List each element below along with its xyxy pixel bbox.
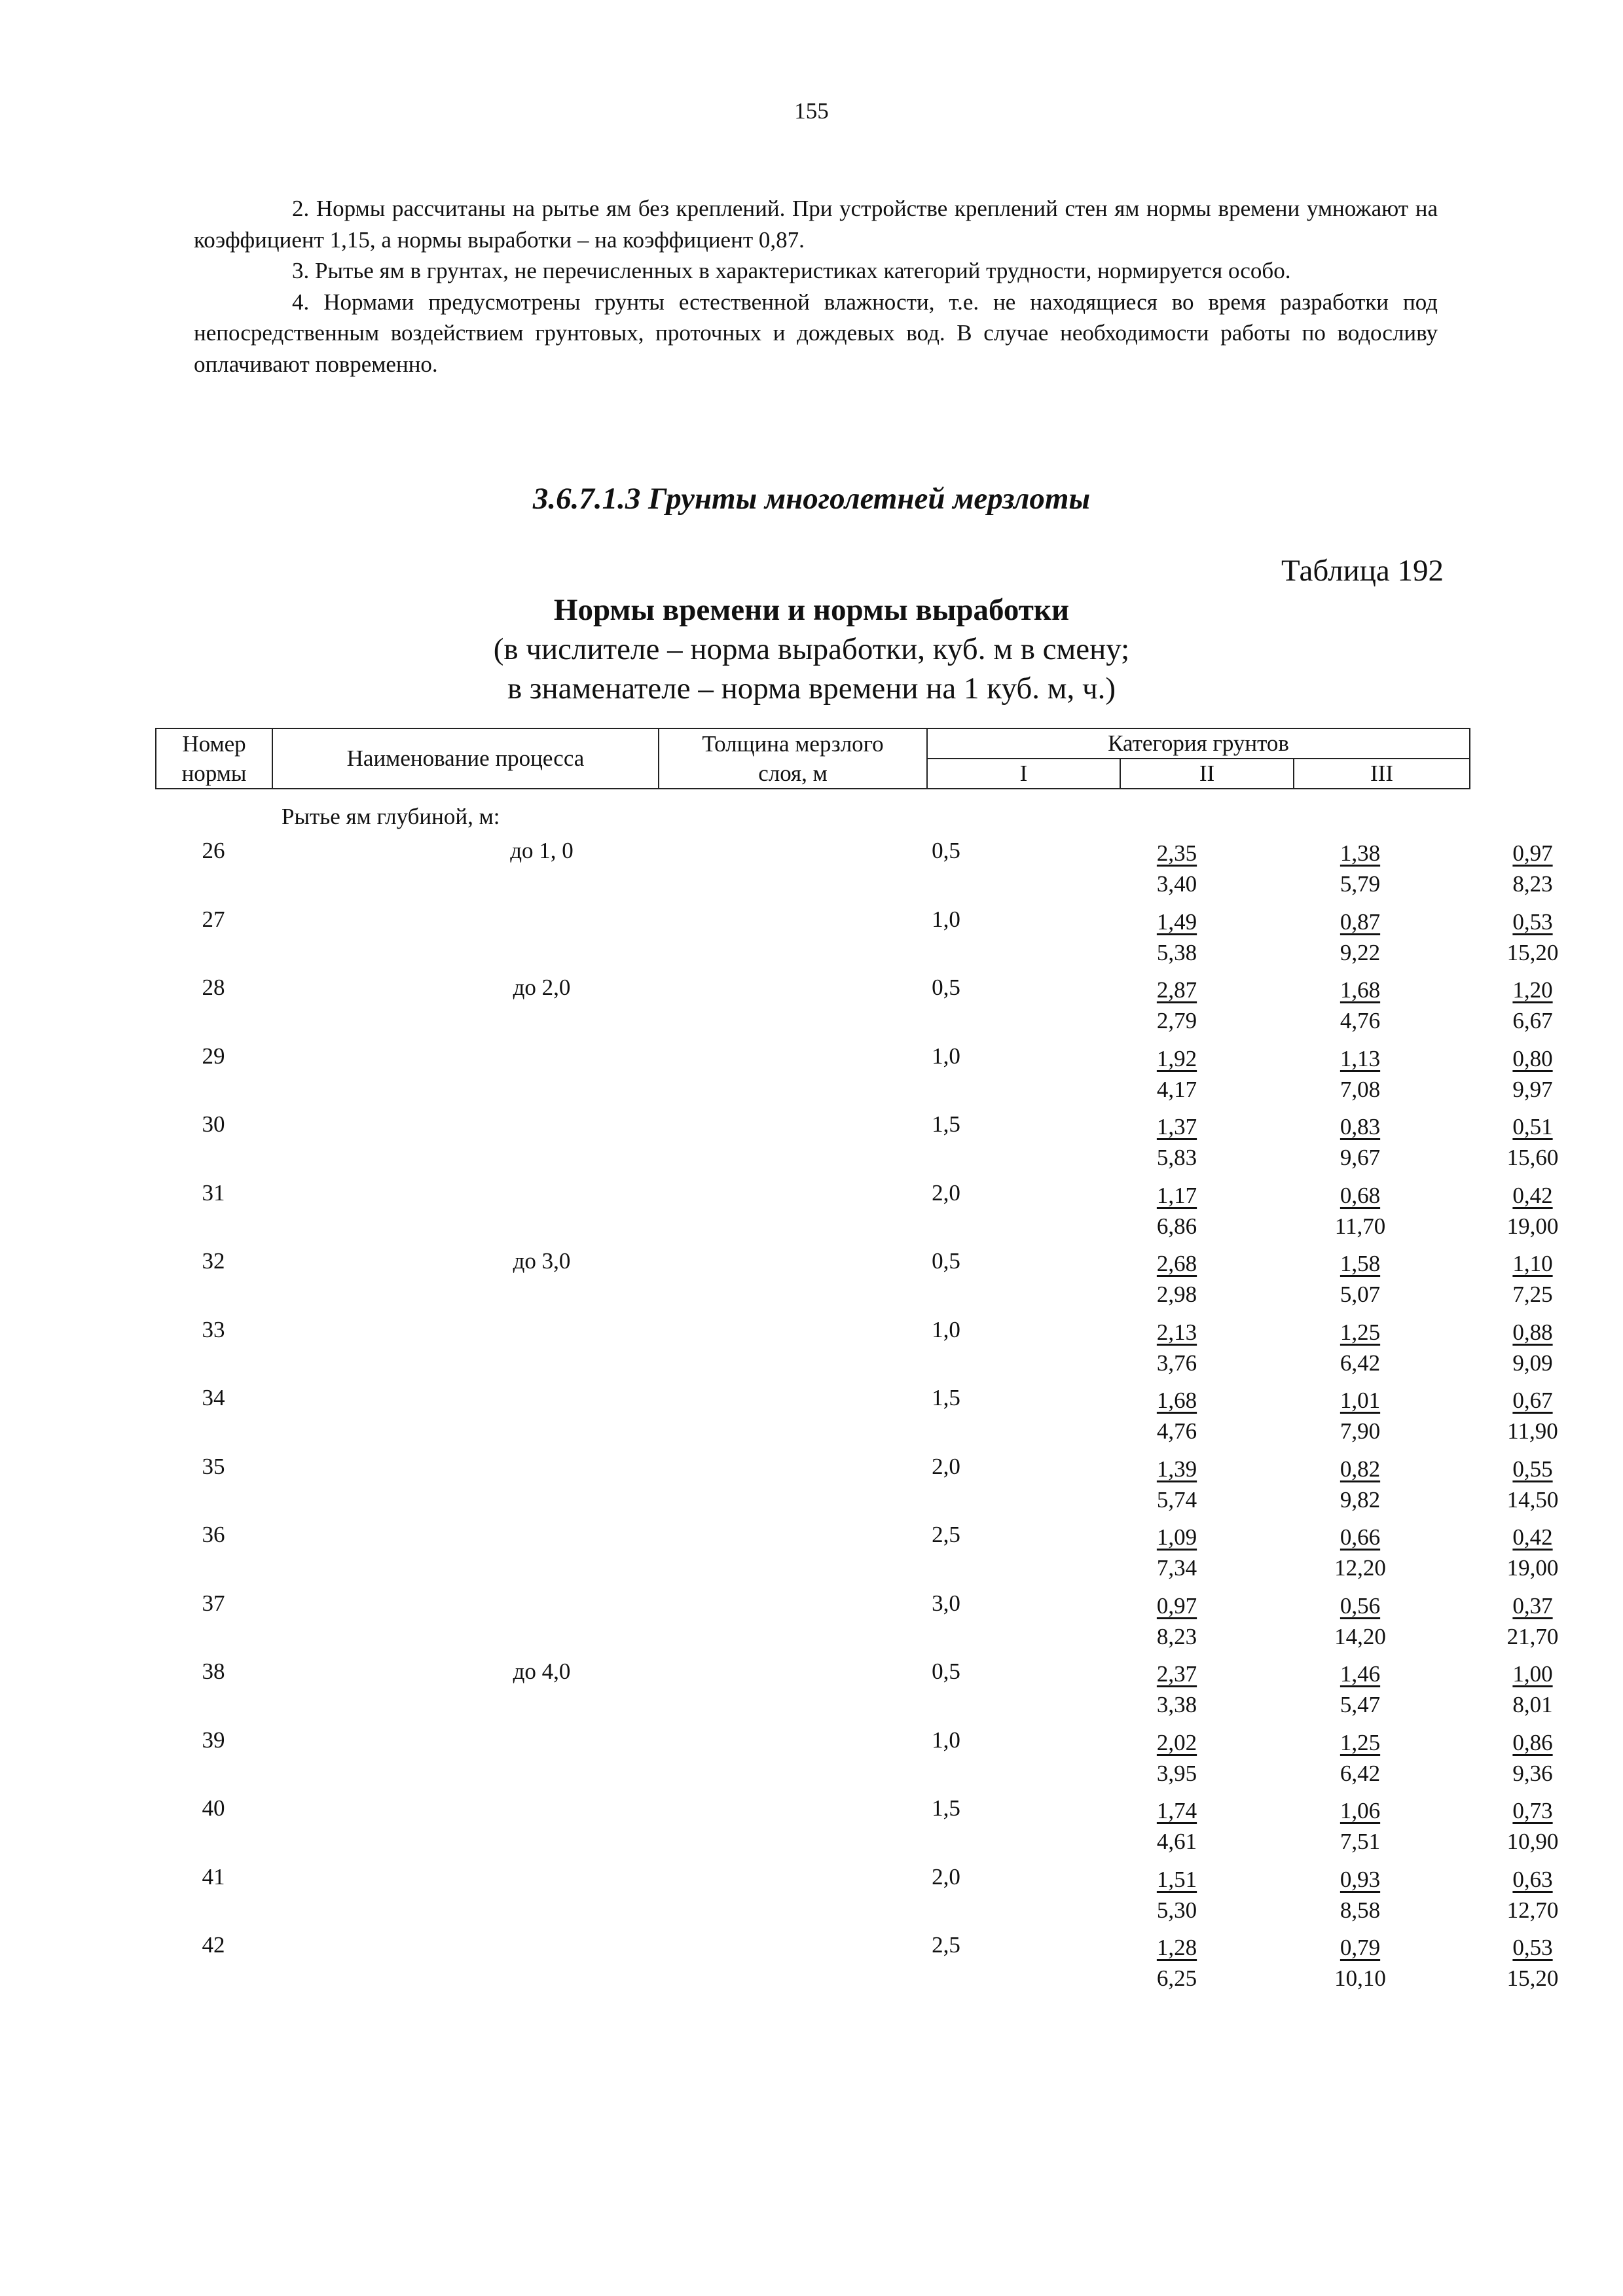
table-row [155,1111,1559,1177]
output-norm: 2,35 [1156,840,1197,866]
table-row [155,1727,1553,1793]
norm-number: 41 [202,1863,225,1890]
time-norm: 12,70 [1506,1897,1559,1923]
table-subtitle-1: (в числителе – норма выработки, куб. м в смену; [493,632,1130,666]
time-norm: 3,40 [1156,871,1197,897]
category-I-value [1080,1180,1273,1242]
norm-number: 38 [202,1659,225,1684]
table-row [155,1453,1559,1519]
output-norm: 1,39 [1156,1456,1197,1482]
thickness-value: 1,0 [932,1727,960,1753]
time-norm: 11,70 [1334,1213,1386,1239]
norm-number: 39 [202,1727,225,1753]
depth-label: до 1, 0 [510,838,574,863]
output-norm: 0,87 [1340,908,1381,935]
category-I-value [1080,1248,1273,1310]
thickness-value: 2,5 [932,1932,960,1958]
table-subtitle-2: в знаменателе – норма времени на 1 куб. м, ч.) [507,672,1116,706]
category-III-value [1447,1795,1618,1857]
output-norm: 1,20 [1512,977,1553,1003]
output-norm: 0,42 [1512,1182,1553,1208]
time-norm: 2,79 [1156,1008,1197,1033]
time-norm: 5,30 [1156,1897,1197,1923]
category-II-value [1273,1727,1447,1789]
output-norm: 1,68 [1340,977,1381,1003]
depth-label: до 2,0 [513,975,571,1000]
thickness-value: 2,0 [932,1453,960,1479]
time-norm: 9,09 [1512,1350,1553,1376]
time-norm: 2,98 [1156,1282,1197,1307]
output-norm: 1,37 [1156,1114,1197,1139]
output-norm: 1,10 [1512,1251,1553,1276]
thickness-value: 0,5 [932,1248,960,1274]
norm-number: 29 [202,1043,225,1069]
table-row [155,1659,1553,1724]
category-III-value [1447,1248,1618,1310]
output-norm: 0,88 [1512,1319,1553,1345]
table-row [155,1932,1559,1998]
norm-number: 30 [202,1111,225,1137]
output-norm: 0,53 [1512,908,1553,935]
time-norm: 3,95 [1156,1760,1197,1786]
category-I-value [1080,1043,1273,1105]
output-norm: 1,01 [1340,1388,1381,1413]
thickness-value: 0,5 [932,975,960,1000]
time-norm: 4,17 [1156,1076,1197,1102]
time-norm: 21,70 [1506,1623,1559,1649]
norm-number: 32 [202,1248,225,1274]
time-norm: 14,20 [1334,1623,1386,1649]
category-II-value [1273,838,1447,899]
header-category: Категория грунтов [927,728,1470,759]
note-3: 3. Рытье ям в грунтах, не перечисленных в характеристиках категорий трудности, нормируется особо. [292,258,1291,283]
time-norm: 11,90 [1507,1418,1558,1444]
category-III-value [1447,838,1618,899]
output-norm: 1,17 [1156,1182,1197,1208]
output-norm: 0,97 [1512,840,1553,866]
thickness-value: 1,0 [932,906,960,932]
notes [194,193,1438,380]
output-norm: 0,83 [1340,1114,1381,1139]
norm-number: 34 [202,1385,225,1410]
output-norm: 0,86 [1512,1729,1553,1755]
output-norm: 0,73 [1512,1798,1553,1823]
thickness-value: 1,0 [932,1043,960,1069]
category-III-value [1447,1317,1618,1378]
time-norm: 7,25 [1512,1282,1553,1307]
table-row [155,906,1559,972]
table-row [155,1043,1553,1109]
output-norm: 1,46 [1340,1661,1381,1687]
header-cat-II: II [1120,759,1294,789]
category-II-value [1273,1043,1447,1105]
category-II-value [1273,1932,1447,1994]
table-label: Таблица 192 [1281,554,1444,588]
category-I-value [1080,1385,1273,1446]
table-row [155,1863,1559,1929]
time-norm: 5,07 [1340,1282,1381,1307]
category-II-value [1273,1317,1447,1378]
norm-number: 35 [202,1453,225,1479]
category-III-value [1447,1385,1618,1446]
output-norm: 1,51 [1156,1866,1197,1892]
header-thickness-1: Толщина мерзлого [659,728,927,759]
category-I-value [1080,1864,1273,1926]
time-norm: 4,61 [1156,1829,1197,1854]
category-III-value [1447,1180,1618,1242]
header-cat-III: III [1294,759,1470,789]
category-II-value [1273,1385,1447,1446]
output-norm: 0,79 [1340,1935,1381,1960]
time-norm: 10,90 [1506,1829,1559,1854]
time-norm: 7,90 [1340,1418,1381,1444]
time-norm: 9,67 [1340,1145,1381,1170]
thickness-value: 1,5 [932,1795,960,1821]
thickness-value: 0,5 [932,1659,960,1684]
time-norm: 6,25 [1156,1965,1197,1991]
time-norm: 8,23 [1156,1623,1197,1649]
output-norm: 0,82 [1340,1456,1381,1482]
header-num-1: Номер [156,728,272,759]
time-norm: 7,51 [1340,1829,1381,1854]
category-II-value [1273,1454,1447,1515]
category-II-value [1273,1522,1447,1583]
time-norm: 3,38 [1156,1692,1197,1717]
time-norm: 6,86 [1156,1213,1197,1239]
time-norm: 10,10 [1334,1965,1386,1991]
category-II-value [1273,1864,1447,1926]
output-norm: 1,68 [1156,1388,1197,1413]
time-norm: 15,60 [1506,1145,1559,1170]
output-norm: 2,87 [1156,977,1197,1003]
time-norm: 7,34 [1156,1555,1197,1581]
category-I-value [1080,838,1273,899]
output-norm: 1,00 [1512,1661,1553,1687]
output-norm: 2,13 [1156,1319,1197,1345]
header-num-2: нормы [156,759,272,789]
category-II-value [1273,975,1447,1036]
category-I-value [1080,1454,1273,1515]
time-norm: 4,76 [1340,1008,1381,1033]
time-norm: 5,47 [1340,1692,1381,1717]
output-norm: 0,80 [1512,1045,1553,1071]
category-III-value [1447,975,1618,1036]
note-2: 2. Нормы рассчитаны на рытье ям без креплений. При устройстве креплений стен ям нормы времени умножают на коэффициент 1,15, а нормы выработки – на коэффициент 0,87. [194,196,1438,253]
table-row [155,1316,1553,1382]
category-III-value [1447,1932,1618,1994]
table-row [155,1795,1559,1861]
category-I-value [1080,1590,1273,1652]
category-III-value [1447,1864,1618,1926]
output-norm: 1,13 [1340,1045,1381,1071]
time-norm: 8,58 [1340,1897,1381,1923]
depth-label: до 4,0 [513,1659,571,1684]
time-norm: 9,36 [1512,1760,1553,1786]
depth-label: до 3,0 [513,1248,571,1274]
output-norm: 1,92 [1156,1045,1197,1071]
note-4: 4. Нормами предусмотрены грунты естественной влажности, т.е. не находящиеся во время разработки под непосредственным воздействием грунтовых, проточных и дождевых вод. В случае необходимости работы по водосливу оплачивают повременно. [194,289,1438,377]
time-norm: 8,23 [1512,871,1553,897]
thickness-value: 2,0 [932,1863,960,1890]
output-norm: 2,02 [1156,1729,1197,1755]
table-row [155,1590,1559,1656]
output-norm: 2,68 [1156,1251,1197,1276]
output-norm: 1,58 [1340,1251,1381,1276]
output-norm: 1,38 [1340,840,1381,866]
time-norm: 15,20 [1506,939,1559,965]
output-norm: 0,37 [1512,1592,1553,1619]
norm-number: 37 [202,1590,225,1616]
output-norm: 0,51 [1512,1114,1553,1139]
time-norm: 14,50 [1506,1486,1559,1513]
category-I-value [1080,1727,1273,1789]
section-title: 3.6.7.1.3 Грунты многолетней мерзлоты [532,482,1091,516]
category-II-value [1273,1248,1447,1310]
time-norm: 9,97 [1512,1076,1553,1102]
process-header: Рытье ям глубиной, м: [282,804,500,829]
table-row [155,1179,1559,1246]
output-norm: 0,97 [1156,1592,1197,1619]
page-number: 155 [794,98,829,124]
category-III-value [1447,1727,1618,1789]
output-norm: 0,53 [1512,1935,1553,1960]
header-cat-I: I [927,759,1120,789]
table-title: Нормы времени и нормы выработки [553,593,1070,627]
category-III-value [1447,1043,1618,1105]
time-norm: 12,20 [1334,1555,1386,1581]
time-norm: 19,00 [1506,1213,1559,1239]
time-norm: 5,38 [1156,939,1197,965]
norm-number: 27 [202,906,225,932]
table-row [155,1522,1559,1587]
output-norm: 0,93 [1340,1866,1381,1892]
time-norm: 9,82 [1340,1486,1381,1513]
output-norm: 0,68 [1340,1182,1381,1208]
norm-number: 28 [202,975,225,1000]
table-row [155,1248,1553,1314]
time-norm: 7,08 [1340,1076,1381,1102]
table-row [155,838,1553,903]
table-row [155,1385,1558,1450]
output-norm: 0,66 [1340,1524,1381,1550]
output-norm: 1,28 [1156,1935,1197,1960]
time-norm: 8,01 [1512,1692,1553,1717]
thickness-value: 0,5 [932,838,960,863]
output-norm: 0,55 [1512,1456,1553,1482]
output-norm: 0,42 [1512,1524,1553,1550]
time-norm: 3,76 [1156,1350,1197,1376]
output-norm: 1,06 [1340,1798,1381,1823]
norms-table-header [155,728,1470,789]
output-norm: 0,56 [1340,1592,1381,1619]
category-III-value [1447,906,1618,968]
thickness-value: 2,5 [932,1522,960,1547]
time-norm: 5,79 [1340,871,1381,897]
category-III-value [1447,1590,1618,1652]
output-norm: 1,74 [1156,1798,1197,1823]
category-III-value [1447,1659,1618,1720]
output-norm: 2,37 [1156,1661,1197,1687]
time-norm: 5,83 [1156,1145,1197,1170]
output-norm: 1,25 [1340,1729,1381,1755]
category-II-value [1273,1659,1447,1720]
thickness-value: 1,5 [932,1385,960,1410]
category-I-value [1080,1795,1273,1857]
category-I-value [1080,975,1273,1036]
norm-number: 33 [202,1316,225,1342]
norm-number: 42 [202,1932,225,1958]
time-norm: 6,42 [1340,1760,1381,1786]
table-row [155,975,1553,1040]
norm-number: 31 [202,1179,225,1206]
norm-number: 26 [202,838,225,863]
time-norm: 19,00 [1506,1555,1559,1581]
header-process: Наименование процесса [272,728,659,789]
category-III-value [1447,1522,1618,1583]
category-I-value [1080,1317,1273,1378]
output-norm: 0,63 [1512,1866,1553,1892]
category-II-value [1273,1180,1447,1242]
header-thickness-2: слоя, м [659,759,927,789]
output-norm: 1,25 [1340,1319,1381,1345]
time-norm: 5,74 [1156,1486,1197,1513]
time-norm: 4,76 [1156,1418,1197,1444]
category-II-value [1273,1795,1447,1857]
category-II-value [1273,1590,1447,1652]
category-I-value [1080,1111,1273,1173]
category-II-value [1273,906,1447,968]
category-I-value [1080,1932,1273,1994]
thickness-value: 3,0 [932,1590,960,1616]
output-norm: 0,67 [1512,1388,1553,1413]
category-III-value [1447,1111,1618,1173]
category-I-value [1080,1659,1273,1720]
time-norm: 15,20 [1506,1965,1559,1991]
category-I-value [1080,906,1273,968]
thickness-value: 2,0 [932,1179,960,1206]
time-norm: 9,22 [1340,939,1381,965]
output-norm: 1,49 [1156,908,1197,935]
norm-number: 36 [202,1522,225,1547]
category-I-value [1080,1522,1273,1583]
time-norm: 6,42 [1340,1350,1381,1376]
norm-number: 40 [202,1795,225,1821]
category-II-value [1273,1111,1447,1173]
thickness-value: 1,5 [932,1111,960,1137]
category-III-value [1447,1454,1618,1515]
output-norm: 1,09 [1156,1524,1197,1550]
time-norm: 6,67 [1512,1008,1553,1033]
thickness-value: 1,0 [932,1316,960,1342]
